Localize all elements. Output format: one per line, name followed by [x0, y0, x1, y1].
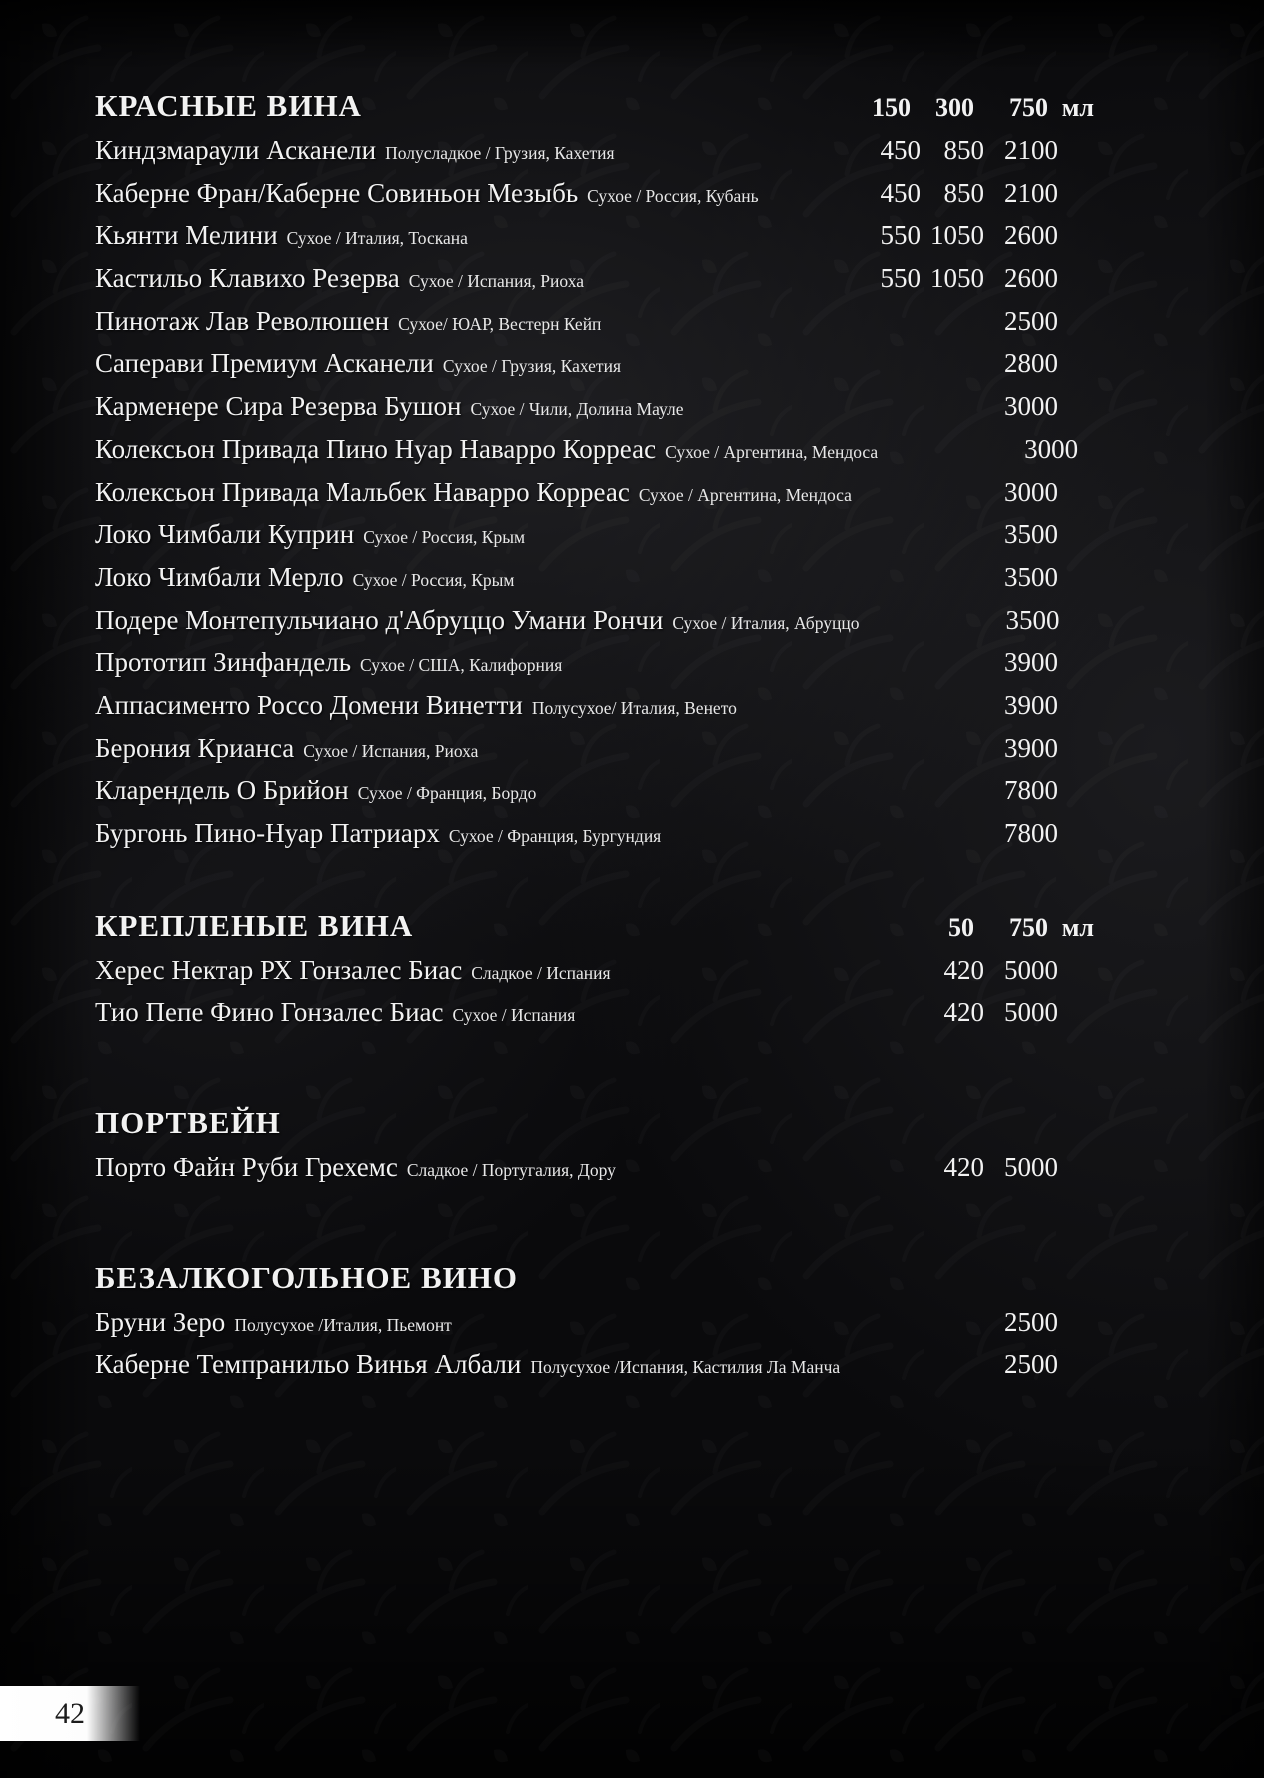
volume-header-3: 750: [1009, 93, 1048, 122]
price-bottle: 5000: [1004, 1152, 1058, 1183]
wine-name: Саперави Премиум Асканели: [95, 348, 434, 379]
menu-item-row: [95, 1298, 1094, 1341]
wine-description: Сухое / Россия, Кубань: [587, 185, 759, 206]
section-items: [95, 946, 1094, 1031]
price-glass-large: 1050: [930, 263, 984, 294]
wine-name: Бургонь Пино-Нуар Патриарх: [95, 818, 440, 848]
menu-page: [95, 78, 1094, 1383]
wine-description: Полусухое/ Италия, Венето: [531, 697, 737, 718]
wine-description: Сухое / Франция, Бургундия: [448, 826, 662, 846]
price-bottle: 2600: [1004, 263, 1058, 294]
section-items: [95, 1143, 1094, 1186]
wine-name: Порто Файн Руби Грехемс: [95, 1152, 398, 1183]
wine-description: Сухое / Италия, Тоскана: [286, 228, 468, 249]
section-title: КРАСНЫЕ ВИНА: [95, 88, 362, 123]
price-glass-large: 420: [943, 997, 984, 1028]
wine-description: Сухое / Аргентина, Мендоса: [665, 441, 879, 462]
price-glass-large: 1050: [930, 220, 984, 251]
wine-description: Сухое / Франция, Бордо: [357, 783, 537, 804]
menu-item-row: [95, 425, 1094, 468]
menu-item-row: [95, 724, 1094, 767]
wine-name: Карменере Сира Резерва Бушон: [95, 391, 462, 422]
wine-description: Сухое / США, Калифорния: [360, 655, 563, 676]
price-bottle: 3000: [1024, 433, 1079, 464]
wine-name: Колексьон Привада Мальбек Наварро Корреас: [95, 476, 630, 507]
price-bottle: 3000: [1004, 391, 1058, 422]
wine-name: Бруни Зеро: [95, 1306, 226, 1337]
section-header: [95, 1250, 1094, 1298]
price-bottle: 3500: [1004, 519, 1058, 550]
price-bottle: 2500: [1004, 1349, 1058, 1380]
price-bottle: 3900: [1004, 689, 1058, 720]
price-glass-large: 420: [943, 954, 984, 985]
section-title: ПОРТВЕЙН: [95, 1105, 281, 1141]
wine-name: Берония Крианса: [95, 732, 295, 763]
menu-item-row: [95, 339, 1094, 382]
volume-header-2: 300: [935, 93, 974, 122]
menu-item-row: [95, 638, 1094, 681]
wine-name: Кларендель О Брийон: [95, 775, 349, 806]
price-bottle: 3500: [1004, 561, 1058, 592]
wine-description: Сухое / Италия, Абруццо: [672, 612, 860, 633]
menu-item-row: [95, 809, 1094, 852]
section-items: [95, 1298, 1094, 1383]
page-number-strip: [0, 1686, 140, 1741]
price-glass-large: 850: [943, 135, 984, 165]
volume-header-2: 50: [948, 912, 974, 942]
menu-item-row: [95, 169, 1094, 212]
price-glass-small: 550: [880, 220, 921, 251]
wine-name: Прототип Зинфандель: [95, 647, 352, 678]
menu-section: [95, 1250, 1094, 1383]
price-bottle: 2100: [1004, 135, 1058, 165]
price-glass-small: 450: [880, 135, 921, 165]
wine-name: Каберне Фран/Каберне Совиньон Мезыбь: [95, 177, 579, 208]
price-glass-large: 420: [943, 1152, 984, 1183]
price-bottle: 2500: [1004, 305, 1058, 336]
menu-item-row: [95, 126, 1094, 169]
section-title: КРЕПЛЕНЫЕ ВИНА: [95, 907, 414, 943]
price-glass-small: 550: [880, 263, 921, 294]
menu-item-row: [95, 297, 1094, 340]
menu-item-row: [95, 988, 1094, 1031]
menu-item-row: [95, 766, 1094, 809]
wine-name: Колексьон Привада Пино Нуар Наварро Корреас: [95, 433, 657, 464]
price-bottle: 7800: [1004, 818, 1058, 848]
wine-description: Сухое / Россия, Крым: [363, 527, 526, 548]
price-bottle: 2500: [1004, 1306, 1058, 1337]
menu-item-row: [95, 553, 1094, 596]
page-number: 42: [55, 1696, 85, 1730]
menu-item-row: [95, 468, 1094, 511]
wine-name: Киндзмараули Асканели: [95, 135, 377, 165]
wine-description: Сухое / Россия, Крым: [352, 569, 515, 590]
wine-description: Сухое / Испания, Риоха: [408, 271, 584, 292]
wine-name: Локо Чимбали Мерло: [95, 561, 344, 592]
price-bottle: 2800: [1004, 348, 1058, 379]
menu-item-row: [95, 1340, 1094, 1383]
volume-header-1: 150: [872, 93, 911, 122]
wine-description: Сухое / Аргентина, Мендоса: [638, 484, 852, 505]
wine-description: Сухое / Грузия, Кахетия: [442, 356, 621, 377]
wine-name: Кьянти Мелини: [95, 220, 278, 251]
wine-name: Херес Нектар РХ Гонзалес Биас: [95, 954, 463, 985]
wine-description: Сладкое / Португалия, Дору: [406, 1160, 616, 1181]
section-items: [95, 126, 1094, 852]
price-bottle: 7800: [1004, 775, 1058, 806]
price-glass-large: 850: [943, 177, 984, 208]
wine-description: Сухое/ ЮАР, Вестерн Кейп: [398, 313, 602, 334]
section-title: БЕЗАЛКОГОЛЬНОЕ ВИНО: [95, 1259, 518, 1295]
section-header: [95, 78, 1094, 126]
wine-name: Тио Пепе Фино Гонзалес Биас: [95, 997, 444, 1028]
menu-section: [95, 78, 1094, 852]
menu-section: [95, 1095, 1094, 1186]
wine-description: Полусладкое / Грузия, Кахетия: [385, 143, 615, 163]
wine-description: Сухое / Испания: [452, 1005, 576, 1026]
wine-description: Полусухое /Италия, Пьемонт: [234, 1314, 452, 1335]
price-bottle: 2600: [1004, 220, 1058, 251]
wine-name: Локо Чимбали Куприн: [95, 519, 355, 550]
menu-item-row: [95, 382, 1094, 425]
volume-unit: мл: [1061, 93, 1094, 122]
section-header: [95, 898, 1094, 946]
menu-item-row: [95, 1143, 1094, 1186]
wine-description: Сухое / Чили, Долина Мауле: [470, 399, 684, 420]
menu-item-row: [95, 681, 1094, 724]
menu-sections: [95, 78, 1094, 1383]
price-bottle: 3900: [1004, 647, 1058, 678]
wine-name: Аппасименто Россо Домени Винетти: [95, 689, 523, 720]
wine-name: Каберне Темпранильо Винья Албали: [95, 1349, 522, 1380]
price-bottle: 3900: [1004, 732, 1058, 763]
wine-description: Сухое / Испания, Риоха: [303, 740, 479, 761]
price-bottle: 3000: [1004, 476, 1058, 507]
menu-item-row: [95, 510, 1094, 553]
menu-item-row: [95, 946, 1094, 989]
volume-unit: мл: [1061, 912, 1094, 942]
volume-header-3: 750: [1009, 912, 1048, 942]
menu-section: [95, 898, 1094, 1031]
wine-description: Полусухое /Испания, Кастилия Ла Манча: [530, 1357, 841, 1378]
price-bottle: 5000: [1004, 997, 1058, 1028]
price-bottle: 3500: [1005, 604, 1060, 635]
price-bottle: 5000: [1004, 954, 1058, 985]
price-bottle: 2100: [1004, 177, 1058, 208]
wine-name: Пинотаж Лав Революшен: [95, 305, 390, 336]
wine-name: Подере Монтепульчиано д'Абруццо Умани Рончи: [95, 604, 664, 635]
price-glass-small: 450: [880, 177, 921, 208]
wine-description: Сладкое / Испания: [471, 962, 611, 983]
menu-item-row: [95, 254, 1094, 297]
menu-item-row: [95, 211, 1094, 254]
section-header: [95, 1095, 1094, 1143]
menu-item-row: [95, 596, 1094, 639]
wine-name: Кастильо Клавихо Резерва: [95, 263, 400, 294]
